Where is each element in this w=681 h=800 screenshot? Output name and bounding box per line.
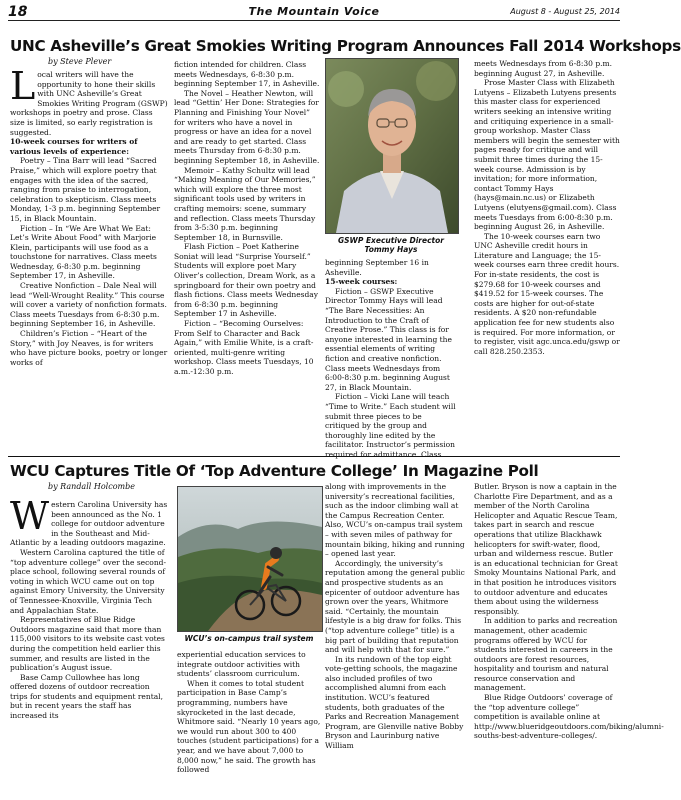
- paragraph: estern Carolina University has been announced as the No. 1 college for outdoor adventure in the Southeast and Mid-Atlantic by a leading outdoors magazine.: [10, 500, 168, 548]
- paragraph: Fiction – Vicki Lane will teach “Time to Write.” Each student will submit three pieces to be critiqued by the group and thoroughly line edited by the facilitator. Instructor’s permission required for admittance. Class: [325, 392, 456, 459]
- portrait-image: [326, 59, 458, 233]
- paragraph: Fiction – In “We Are What We Eat: Let’s Write About Food” with Marjorie Klein, participants will use food as a touchstone for narratives. Class meets Wednesday, 6-8:30 p.m. beginning September 17, in Asheville.: [10, 223, 157, 281]
- paragraph: Fiction – GSWP Executive Director Tommy Hays will lead “The Bare Necessities: An Introduction to the Craft of Creative Prose.” This class is for anyone interested in learning the essential elements of writing fiction and creative nonfiction. Class meets Wednesdays from 6:00-8:30 p.m. beginning August 27, in Black Mountain.: [325, 286, 452, 392]
- paragraph: Base Camp Cullowhee has long offered dozens of outdoor recreation trips for students and equipment rental, but in recent years the staff has increased its: [10, 672, 163, 721]
- paragraph: Western Carolina captured the title of “top adventure college” over the second-place school, following several rounds of voting in which WCU came out on top against Emory University, the University of Tennessee-Knoxville, Virginia Tech and Appalachian State.: [10, 547, 166, 615]
- page-header: [8, 4, 620, 21]
- paragraph: Fiction – “Becoming Ourselves: From Self to Character and Back Again,” with Emilie White, is a craft-oriented, multi-genre writing workshop. Class meets Tuesdays, 10 a.m.-12:30 p.m.: [174, 319, 314, 376]
- paragraph: In its rundown of the top eight vote-getting schools, the magazine also included profiles of two accomplished alumni from each institution. WCU’s featured students, both graduates of the Parks and Recreation Management Program, are Glenville native Bobby Bryson and Laurinburg native William: [325, 654, 464, 751]
- photo-caption: WCU’s on-campus trail system: [184, 634, 314, 643]
- trail-photo: [177, 486, 323, 632]
- article-1-column-3: [325, 258, 457, 459]
- article-1-column-1: [10, 64, 168, 367]
- article-2-column-1: [10, 494, 168, 721]
- paragraph: In addition to parks and recreation management, other academic programs offered by WCU for students interested in careers in the outdoors are forest resources, hospitality and tourism and natural resource conservation and management.: [474, 616, 618, 693]
- paragraph: Accordingly, the university’s reputation among the general public and prospective students as an epicenter of outdoor adventure has grown over the years, Whitmore said. “Certainly, the mountain lifestyle is a big draw for folks. This (“top adventure college” title) is a big part of building that reputation and will help with that for sure.”: [325, 558, 465, 655]
- section-divider: [8, 456, 620, 457]
- article-2-column-2: [177, 650, 323, 775]
- paragraph: The Novel – Heather Newton, will lead “Gettin’ Her Done: Strategies for Planning and Finishing Your Novel” for writers who have a novel in progress or have an idea for a novel and are ready to get started. Class meets Thursday from 6-8:30 p.m. beginning September 18, in Asheville.: [174, 88, 320, 165]
- issue-date: August 8 - August 25, 2014: [510, 7, 620, 16]
- tommy-hays-photo: [325, 58, 459, 234]
- article-2-column-4: [474, 482, 664, 741]
- paragraph: Memoir – Kathy Schultz will lead “Making Meaning of Our Memories,” which will explore the three most significant tools used by writers in crafting memoirs: scene, summary and reflection. Class meets Thursday from 3-5:30 p.m. beginning September 18, in Burnsville.: [174, 165, 316, 242]
- paragraph: Poetry – Tina Barr will lead “Sacred Praise,” which will explore poetry that engages with the idea of the sacred, ranging from praise to interrogation, celebration to skepticism. Class meets Monday, 1-3 p.m. beginning September 15, in Black Mountain.: [10, 156, 161, 223]
- mountain-biker-image: [178, 487, 322, 631]
- article-2-byline: by Randall Holcombe: [48, 482, 135, 491]
- article-2-column-3: [325, 482, 465, 751]
- paragraph: along with improvements in the university’s recreational facilities, such as the indoor climbing wall at the Campus Recreation Center. Also, WCU’s on-campus trail system – with seven miles of pathway for mountain biking, hiking and running – opened last year.: [325, 482, 465, 559]
- paragraph: experiential education services to integrate outdoor activities with students’ classroom curriculum.: [177, 650, 306, 679]
- paragraph: meets Wednesdays from 6-8:30 p.m. beginning August 27, in Asheville.: [474, 59, 613, 78]
- paragraph: The 10-week courses earn two UNC Asheville credit hours in Literature and Language; the 15-week courses earn three credit hours. For in-state residents, the cost is $279.68 for 10-week courses and $419.52 for 15-week courses. The costs are higher for out-of-state residents. A $20 non-refundable application fee for new students also is required. For more information, or to register, visit agc.unca.edu/gswp or call 828.250.2353.: [474, 231, 620, 356]
- paragraph: Creative Nonfiction – Dale Neal will lead “Well-Wrought Reality.” This course will cover a variety of nonfiction formats. Class meets Tuesdays from 6-8:30 p.m. beginning September 16, in Asheville.: [10, 281, 167, 329]
- page-number: 18: [8, 4, 28, 20]
- paragraph: beginning September 16 in Asheville.: [325, 258, 429, 277]
- article-1-byline: by Steve Plever: [48, 57, 112, 66]
- paragraph: fiction intended for children. Class meets Wednesdays, 6-8:30 p.m. beginning September 17, in Asheville.: [174, 60, 320, 89]
- paper-name: The Mountain Voice: [248, 5, 380, 18]
- paragraph: ocal writers will have the opportunity to hone their skills with UNC Asheville’s Great Smokies Writing Program (GSWP) workshops in poetry and prose. Class size is limited, so early registration is suggested.: [10, 70, 168, 137]
- article-2-dropcap: W: [10, 494, 50, 538]
- article-1-column-2: [174, 60, 322, 377]
- paragraph: When it comes to total student participation in Base Camp’s programming, numbers have skyrocketed in the last decade, Whitmore said. “Nearly 10 years ago, we would run about 300 to 400 touches (student participations) for a year, and we have about 7,000 to 8,000 now,” he said. The growth has followed: [177, 678, 321, 775]
- paragraph: 10-week courses for writers of various levels of experience:: [10, 137, 138, 156]
- paragraph: Representatives of Blue Ridge Outdoors magazine said that more than 115,000 visitors to its website cast votes during the competition held earlier this summer, and results are listed in the publication’s August issue.: [10, 615, 165, 673]
- paragraph: Children’s Fiction – “Heart of the Story,” with Joy Neaves, is for writers who have picture books, poetry or longer works of: [10, 329, 168, 367]
- paragraph: Prose Master Class with Elizabeth Lutyens – Elizabeth Lutyens presents this master class for experienced writers seeking an intensive writing and critiquing experience in a small-group workshop. Master Class members will begin the semester with pages ready for critique and will submit three times during the 15-week course. Admission is by invitation; for more information, contact Tommy Hays (hays@main.nc.us) or Elizabeth Lutyens (elutyens@gmail.com). Class meets Tuesdays from 6:00-8:30 p.m. beginning August 26, in Asheville.: [474, 78, 620, 232]
- article-1-headline: UNC Asheville’s Great Smokies Writing Program Announces Fall 2014 Workshops: [10, 37, 681, 55]
- paragraph: Butler. Bryson is now a captain in the Charlotte Fire Department, and as a member of the North Carolina Helicopter and Aquatic Rescue Team, takes part in search and rescue operations that utilize Blackhawk helicopters for swift-water, flood, urban and wilderness rescue. Butler is an educational technician for Great Smoky Mountains National Park, and in that position he introduces visitors to outdoor adventure and educates them about using the wilderness responsibly.: [474, 482, 618, 616]
- paragraph: Flash Fiction – Poet Katherine Soniat will lead “Surprise Yourself.” Students will explore poet Mary Oliver’s collection, Dream Work, as a springboard for their own poetry and flash fictions. Class meets Wednesday from 6-8:30 p.m. beginning September 17 in Asheville.: [174, 242, 319, 319]
- article-1-column-4: [474, 59, 620, 356]
- article-2-headline: WCU Captures Title Of ‘Top Adventure College’ In Magazine Poll: [10, 462, 539, 480]
- paragraph: 15-week courses:: [325, 277, 398, 287]
- paragraph: Blue Ridge Outdoors’ coverage of the “top adventure college” competition is available online at http://www.blueridgeoutdoors.com/biking/alumni-souths-best-adventure-colleges/.: [474, 693, 664, 741]
- article-1-dropcap: L: [10, 64, 36, 108]
- photo-caption: GSWP Executive Director Tommy Hays: [338, 236, 444, 254]
